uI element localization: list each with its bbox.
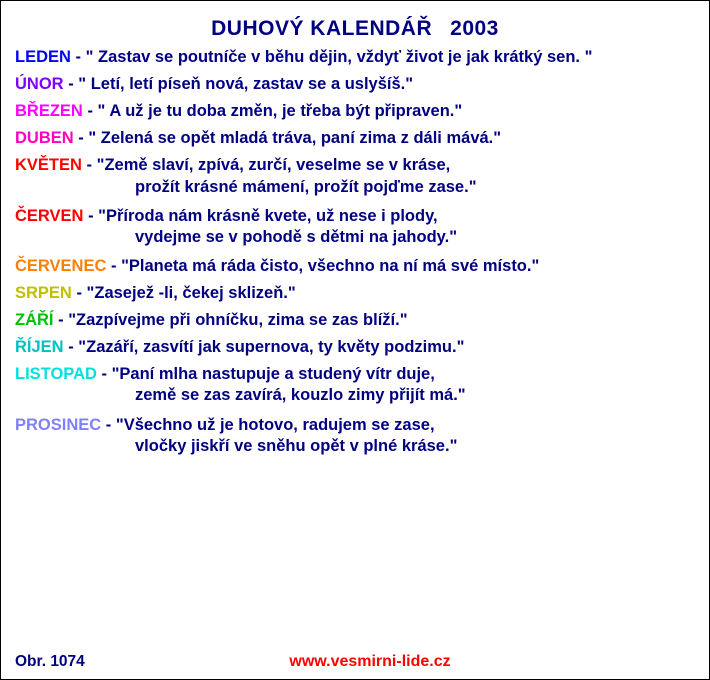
page-title (1, 17, 709, 41)
month-label-listopad: LISTOPAD (15, 365, 97, 384)
list-item (15, 206, 709, 248)
month-label-leden: LEDEN (15, 48, 71, 66)
list-item (15, 283, 709, 304)
entry-text: "Všechno už je hotovo, radujem se zase, (115, 415, 435, 434)
entry-text: "Planeta má ráda čisto, všechno na ní má své místo." (121, 256, 540, 275)
month-label-unor: ÚNOR (15, 75, 64, 94)
list-item (15, 47, 709, 68)
entry-dash: - (86, 156, 93, 175)
entry-text: " Zelená se opět mladá tráva, paní zima z dáli mává." (88, 129, 502, 148)
list-item (15, 74, 709, 95)
list-item (15, 256, 709, 277)
entry-dash: - (58, 311, 64, 330)
entry-text: "Zasejež -li, čekej sklizeň." (86, 283, 296, 302)
page-title-text: DUHOVÝ KALENDÁŘ (211, 17, 433, 40)
entry-dash: - (87, 102, 93, 121)
month-entry-list (1, 47, 709, 457)
entry-dash: - (88, 206, 94, 225)
entry-dash: - (76, 283, 82, 302)
entry-text: "Paní mlha nastupuje a studený vítr duje, (111, 365, 435, 384)
month-label-prosinec: PROSINEC (15, 415, 102, 434)
month-label-duben: DUBEN (15, 129, 74, 148)
website-link[interactable]: www.vesmirni-lide.cz (289, 653, 451, 670)
image-label: Obr. 1074 (15, 653, 85, 670)
entry-text: "Příroda nám krásně kvete, už nese i plody, (98, 206, 438, 225)
entry-dash: - (110, 256, 117, 275)
entry-dash: - (101, 365, 107, 384)
entry-dash: - (75, 48, 82, 66)
month-label-cervenec: ČERVENEC (15, 256, 107, 275)
list-item (15, 415, 709, 457)
entry-text-line2: vločky jiskří ve sněhu opět v plné kráse." (135, 436, 458, 455)
month-label-rijen: ŘÍJEN (15, 338, 64, 357)
page-title-year: 2003 (450, 17, 499, 40)
month-label-brezen: BŘEZEN (15, 102, 83, 121)
entry-text-line2: prožít krásné mámení, prožít pojďme zase." (135, 177, 477, 196)
entry-dash: - (105, 415, 112, 434)
entry-text: " Zastav se poutníče v běhu dějin, vždyť život je jak krátký sen. " (85, 48, 593, 66)
month-label-kveten: KVĚTEN (15, 156, 82, 175)
list-item (15, 155, 709, 197)
entry-dash: - (68, 75, 74, 94)
entry-text-line2: vydejme se v pohodě s dětmi na jahody." (135, 227, 458, 246)
list-item (15, 101, 709, 122)
list-item (15, 310, 709, 331)
month-label-zari: ZÁŘÍ (15, 311, 54, 330)
entry-text: " A už je tu doba změn, je třeba být připraven." (97, 102, 463, 121)
entry-text: "Zazáří, zasvítí jak supernova, ty květy podzimu." (78, 338, 465, 357)
footer (1, 647, 709, 671)
list-item (15, 364, 709, 406)
entry-text: " Letí, letí píseň nová, zastav se a uslyšíš." (78, 75, 414, 94)
list-item (15, 128, 709, 149)
entry-dash: - (78, 129, 84, 148)
month-label-srpen: SRPEN (15, 283, 72, 302)
list-item (15, 337, 709, 358)
entry-text: "Země slaví, zpívá, zurčí, veselme se v kráse, (96, 156, 451, 175)
entry-text: "Zazpívejme při ohníčku, zima se zas blíží." (68, 311, 408, 330)
entry-text-line2: země se zas zavírá, kouzlo zimy přijít má." (135, 386, 466, 405)
month-label-cerven: ČERVEN (15, 206, 84, 225)
entry-dash: - (68, 338, 74, 357)
